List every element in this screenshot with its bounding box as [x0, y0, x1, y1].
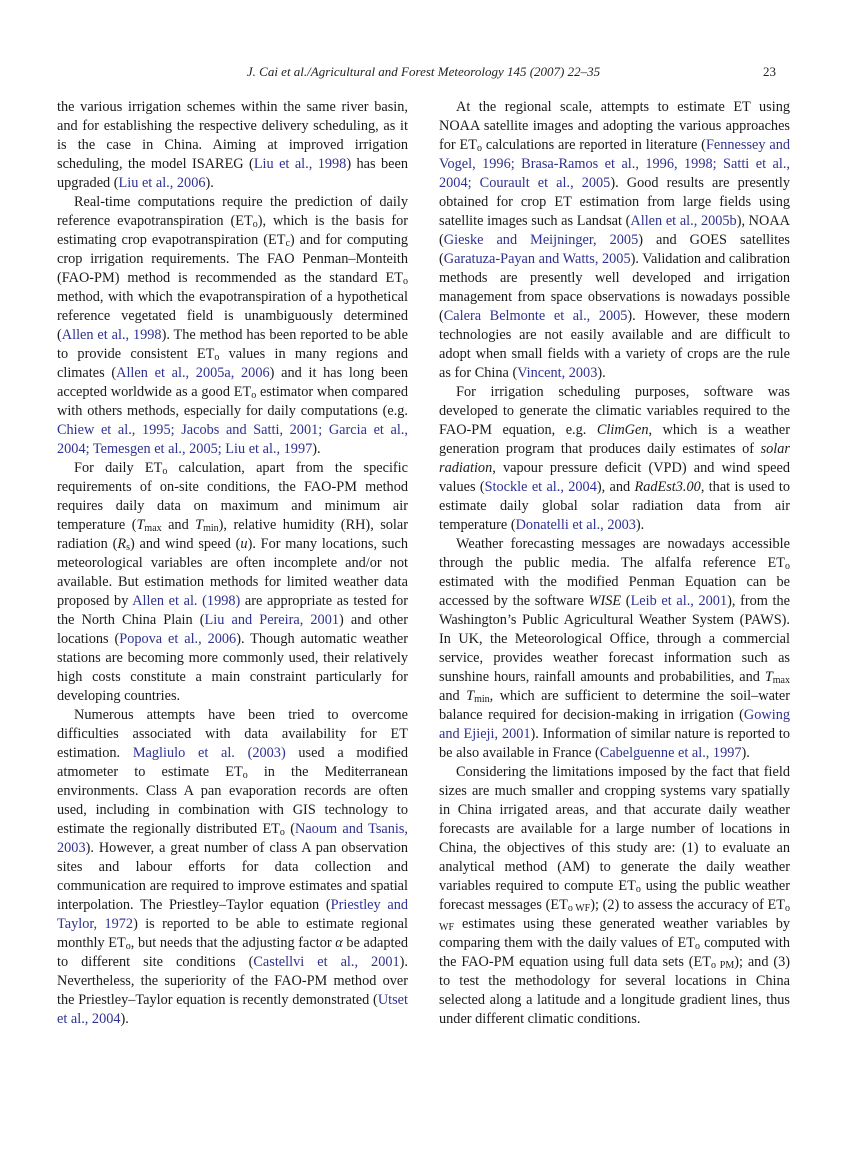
citation-link[interactable]: Liu and Pereira, 2001	[204, 612, 340, 628]
citation-link[interactable]: Naoum and Tsanis, 2003	[57, 821, 408, 856]
italic-text: T	[764, 669, 773, 685]
subscript-text: o	[162, 466, 168, 478]
body-text: ). Though automatic weather stations are becoming more commonly used, their relatively high costs constitute a main constraint particularly for developing countries.	[57, 631, 409, 704]
citation-link[interactable]: Priestley and Taylor, 1972	[57, 897, 409, 932]
two-column-body	[57, 98, 790, 1029]
italic-text: u	[240, 536, 248, 552]
body-text: ) and other locations (	[57, 612, 409, 647]
citation-link[interactable]: Popova et al., 2006	[119, 631, 237, 647]
running-title: J. Cai et al./Agricultural and Forest Meteorology 145 (2007) 22–35	[246, 64, 601, 79]
body-text: estimator when compared with others methods, especially for daily computations (e.g.	[57, 384, 408, 419]
paragraph	[57, 706, 408, 1029]
citation-link[interactable]: Vincent, 2003	[517, 365, 598, 381]
body-text: are appropriate as tested for the North China Plain (	[57, 593, 409, 628]
subscript-text: o	[214, 352, 220, 364]
subscript-text: min	[203, 523, 219, 535]
body-text: ). The method has been reported to be able to provide consistent ET	[57, 327, 408, 362]
subscript-text: o	[279, 827, 285, 839]
citation-link[interactable]: Allen et al. (1998)	[132, 593, 241, 609]
body-text: ), from the Washington’s Public Agricultural Weather System (PAWS). In UK, the Meteorological Office, through a commercial service, provides weather forecast information such as sunshine hours, rainfall amounts and probabilities, and	[439, 593, 790, 685]
body-text: ). Information of similar nature is reported to be also available in France (	[439, 726, 790, 761]
body-text: ), NOAA (	[439, 213, 790, 248]
body-text: the various irrigation schemes within the same river basin, and for establishing the respective delivery scheduling, as it is the case in China. Aiming at improved irrigation scheduling, the model ISAREG (	[57, 99, 408, 172]
body-text: Numerous attempts have been tried to overcome difficulties associated with data availability for ET estimation.	[57, 707, 408, 761]
paragraph	[439, 535, 790, 763]
subscript-text: max	[144, 523, 162, 535]
citation-link[interactable]: Donatelli et al., 2003	[515, 517, 636, 533]
body-text: ) and it has long been accepted worldwide as a good ET	[57, 365, 409, 400]
body-text: Weather forecasting messages are nowadays accessible through the public media. The alfalfa reference ET	[439, 536, 790, 571]
citation-link[interactable]: Gieske and Meijninger, 2005	[443, 232, 639, 248]
body-text: (	[621, 593, 631, 609]
body-text: ). Validation and calibration methods are presently well developed and irrigation management from space observations is nowadays possible (	[439, 251, 790, 324]
italic-text: WISE	[588, 593, 622, 609]
subscript-text: o PM	[711, 960, 735, 972]
italic-text: R	[117, 536, 127, 552]
paragraph	[57, 193, 408, 459]
body-text: ).	[205, 175, 214, 191]
subscript-text: min	[474, 694, 490, 706]
body-text: ). However, these modern technologies are not easily available and are difficult to adopt when small fields with a variety of crops are the rule as for China (	[439, 308, 790, 381]
subscript-text: o	[403, 276, 408, 288]
body-text: ) has been upgraded (	[57, 156, 408, 191]
body-text: ).	[312, 441, 321, 457]
left-column	[57, 98, 408, 1029]
citation-link[interactable]: Allen et al., 2005b	[630, 213, 737, 229]
body-text: , which is a weather generation program that produces daily estimates of	[439, 422, 791, 457]
paragraph	[439, 763, 790, 1029]
citation-link[interactable]: Utset et al., 2004	[57, 992, 408, 1027]
citation-link[interactable]: Liu et al., 2006	[118, 175, 206, 191]
italic-text: solar radiation	[439, 441, 790, 476]
citation-link[interactable]: Magliulo et al. (2003)	[132, 745, 286, 761]
subscript-text: o	[694, 941, 700, 953]
citation-link[interactable]: Liu et al., 1998	[253, 156, 347, 172]
subscript-text: o	[242, 770, 248, 782]
citation-link[interactable]: Fennessey and Vogel, 1996; Brasa-Ramos et al., 1996, 1998; Satti et al., 2004; Courault et al., 2005	[439, 137, 791, 191]
body-text: ); and (3) to test the methodology for several locations in China selected along a latitude and a longitude gradient lines, thus under different climatic conditions.	[439, 954, 791, 1027]
subscript-text: c	[285, 238, 290, 250]
body-text: Real-time computations require the prediction of daily reference evapotranspiration (ET	[57, 194, 408, 229]
italic-text: T	[466, 688, 475, 704]
body-text: computed with the FAO-PM equation using full data sets (ET	[439, 935, 790, 970]
body-text: method, with which the evapotranspiration of a hypothetical reference vegetated field is unambiguously determined (	[57, 289, 408, 343]
body-text: ). For many locations, such meteorological variables are often incomplete and/or not available. But estimation methods for limited weather data proposed by	[57, 536, 409, 609]
subscript-text: o	[635, 884, 641, 896]
body-text: For irrigation scheduling purposes, software was developed to generate the climatic variables required to the FAO-PM equation, e.g.	[439, 384, 790, 438]
body-text: calculations are reported in literature (	[482, 137, 706, 153]
body-text: in the Mediterranean environments. Class A pan evaporation records are often used, including in combination with GIS technology to estimate the regionally distributed ET	[57, 764, 408, 837]
paragraph	[439, 383, 790, 535]
body-text: Considering the limitations imposed by the fact that field sizes are much smaller and cropping systems vary spatially in China irrigated areas, and that accurate daily weather forecasts are available for a large number of locations in China, the objectives of this study are: (1) to evaluate an analytical method (AM) to generate the daily weather variables required to compute ET	[439, 764, 790, 894]
body-text: , that is used to estimate daily global solar radiation data from air temperature (	[439, 479, 790, 533]
subscript-text: o	[252, 219, 258, 231]
body-text: ).	[597, 365, 606, 381]
body-text: (	[284, 821, 295, 837]
body-text: estimates using these generated weather variables by comparing them with the daily values of ET	[439, 916, 790, 951]
body-text: ) and for computing crop irrigation requirements. The FAO Penman–Monteith (FAO-PM) method is recommended as the standard ET	[57, 232, 408, 286]
body-text: and	[161, 517, 196, 533]
subscript-text: o	[125, 941, 131, 953]
citation-link[interactable]: Allen et al., 2005a, 2006	[116, 365, 270, 381]
italic-text: T	[136, 517, 145, 533]
subscript-text: o	[477, 143, 482, 155]
italic-text: α	[335, 935, 343, 951]
body-text: used a modified atmometer to estimate ET	[57, 745, 408, 780]
italic-text: RadEst3.00	[634, 479, 701, 495]
body-text: calculation, apart from the specific requirements of on-site conditions, the FAO-PM method requires daily data on maximum and minimum air temperature (	[57, 460, 408, 533]
citation-link[interactable]: Cabelguenne et al., 1997	[599, 745, 742, 761]
body-text: ), which is the basis for estimating crop evapotranspiration (ET	[57, 213, 408, 248]
citation-link[interactable]: Garatuza-Payan and Watts, 2005	[443, 251, 631, 267]
subscript-text: o WF	[439, 903, 790, 934]
citation-link[interactable]: Stockle et al., 2004	[484, 479, 597, 495]
citation-link[interactable]: Gowing and Ejieji, 2001	[439, 707, 790, 742]
subscript-text: o	[785, 561, 790, 573]
subscript-text: o WF	[567, 903, 591, 915]
citation-link[interactable]: Allen et al., 1998	[61, 327, 162, 343]
citation-link[interactable]: Castellvi et al., 2001	[253, 954, 400, 970]
citation-link[interactable]: Calera Belmonte et al., 2005	[443, 308, 628, 324]
body-text: ).	[120, 1011, 129, 1027]
body-text: values in many regions and climates (	[57, 346, 408, 381]
italic-text: ClimGen	[596, 422, 649, 438]
body-text: ), and	[596, 479, 635, 495]
body-text: ).	[635, 517, 645, 533]
body-text: and	[439, 688, 467, 704]
page-number: 23	[763, 64, 776, 79]
body-text: ) and GOES satellites (	[439, 232, 790, 267]
paragraph	[439, 98, 790, 383]
paragraph	[57, 98, 408, 193]
body-text: ).	[741, 745, 750, 761]
subscript-text: s	[126, 542, 130, 554]
body-text: be adapted to different site conditions (	[57, 935, 408, 970]
body-text: ) is reported to be able to estimate regional monthly ET	[57, 916, 408, 951]
body-text: using the public weather forecast messages (ET	[439, 878, 790, 913]
subscript-text: o	[251, 390, 257, 402]
body-text: , which are sufficient to determine the soil–water balance required for decision-making in irrigation (	[439, 688, 790, 723]
body-text: At the regional scale, attempts to estimate ET using NOAA satellite images and adopting the various approaches for ET	[439, 99, 790, 153]
citation-link[interactable]: Leib et al., 2001	[630, 593, 728, 609]
italic-text: T	[195, 517, 204, 533]
body-text: ); (2) to assess the accuracy of ET	[590, 897, 785, 913]
body-text: ), relative humidity (RH), solar radiation (	[57, 517, 408, 552]
body-text: , vapour pressure deficit (VPD) and wind speed values (	[439, 460, 790, 495]
citation-link[interactable]: Chiew et al., 1995; Jacobs and Satti, 2001; Garcia et al., 2004; Temesgen et al., 2005; Liu et al., 1997	[57, 422, 408, 457]
body-text: ). Nevertheless, the superiority of the FAO-PM method over the Priestley–Taylor equation is recently demonstrated (	[57, 954, 408, 1008]
body-text: For daily ET	[74, 460, 163, 476]
body-text: , but needs that the adjusting factor	[130, 935, 336, 951]
body-text: ). Good results are presently obtained for crop ET estimation from large fields using satellite images such as Landsat (	[439, 175, 790, 229]
subscript-text: max	[772, 675, 790, 687]
paragraph	[57, 459, 408, 706]
body-text: ). However, a great number of class A pan observation sites and labour efforts for data collection and communication are required to improve estimates and spatial interpolation. The Priestley–Taylor equation (	[57, 840, 408, 913]
page-header	[57, 64, 790, 98]
right-column	[439, 98, 790, 1029]
body-text: estimated with the modified Penman Equation can be accessed by the software	[439, 574, 790, 609]
body-text: ) and wind speed (	[130, 536, 241, 552]
